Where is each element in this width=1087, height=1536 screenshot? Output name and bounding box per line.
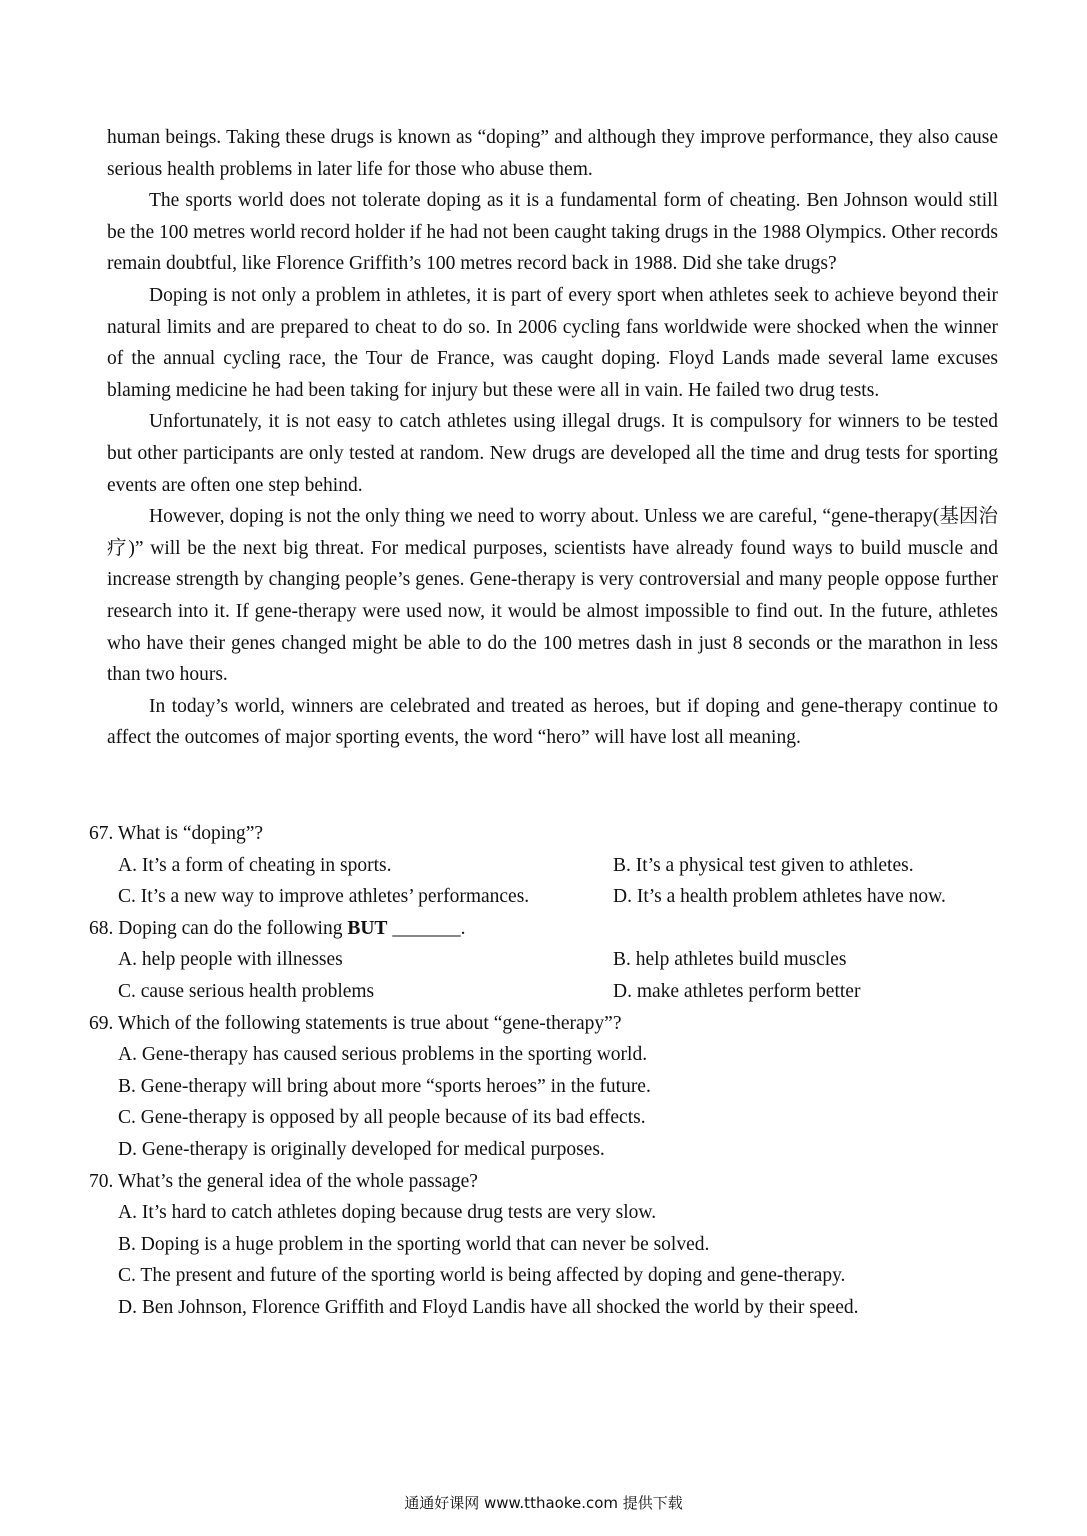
question-stem-text: 68. Doping can do the following	[89, 917, 348, 939]
passage-paragraph: Unfortunately, it is not easy to catch athletes using illegal drugs. It is compulsory for winners to be tested but other participants are only tested at random. New drugs are developed all the time and drug tests for sporting events are often one step behind.	[107, 411, 998, 496]
question-68	[89, 913, 999, 1008]
option-d: D. Ben Johnson, Florence Griffith and Floyd Landis have all shocked the world by their speed.	[118, 1296, 859, 1318]
question-stem: 67. What is “doping”?	[89, 823, 264, 844]
answer-options	[89, 850, 999, 913]
option-c: C. It’s a new way to improve athletes’ performances.	[118, 886, 530, 908]
question-stem: 70. What’s the general idea of the whole passage?	[89, 1170, 478, 1192]
passage-paragraph: The sports world does not tolerate doping as it is a fundamental form of cheating. Ben Johnson would still be the 100 metres world record holder if he had not been caught taking drugs in the 1988 Olympics. Other records remain doubtful, like Florence Griffith’s 100 metres record back in 1988. Did she take drugs?	[107, 190, 998, 275]
answer-options	[89, 1039, 999, 1165]
question-stem-blank: _______.	[387, 917, 466, 939]
option-a: A. Gene-therapy has caused serious problems in the sporting world.	[118, 1044, 648, 1066]
question-stem: 69. Which of the following statements is true about “gene-therapy”?	[89, 1012, 622, 1034]
option-c: C. cause serious health problems	[118, 980, 375, 1002]
question-69	[89, 1008, 999, 1166]
passage-paragraph: However, doping is not the only thing we need to worry about. Unless we are careful, “gene-therapy(基因治疗)” will be the next big threat. For medical purposes, scientists have already found ways to build muscle and increase strength by changing people’s genes. Gene-therapy is very controversial and many people oppose further research into it. If gene-therapy were used now, it would be almost impossible to find out. In the future, athletes who have their genes changed might be able to do the 100 metres dash in just 8 seconds or the marathon in less than two hours.	[107, 506, 998, 686]
option-a: A. help people with illnesses	[118, 949, 343, 971]
question-70	[89, 1166, 999, 1324]
option-a: A. It’s hard to catch athletes doping because drug tests are very slow.	[118, 1202, 657, 1224]
option-a: A. It’s a form of cheating in sports.	[118, 854, 392, 876]
question-section	[89, 818, 999, 1324]
answer-options	[89, 1197, 999, 1323]
page-footer: 通通好课网 www.tthaoke.com 提供下载	[404, 1494, 683, 1512]
option-b: B. Gene-therapy will bring about more “sports heroes” in the future.	[118, 1075, 651, 1097]
reading-passage	[107, 122, 998, 754]
question-67	[89, 818, 999, 913]
answer-options	[89, 944, 999, 1007]
option-c: C. Gene-therapy is opposed by all people because of its bad effects.	[118, 1107, 646, 1129]
option-d: D. It’s a health problem athletes have now.	[613, 886, 946, 908]
passage-paragraph: Doping is not only a problem in athletes, it is part of every sport when athletes seek to achieve beyond their natural limits and are prepared to cheat to do so. In 2006 cycling fans worldwide were shocked when the winner of the annual cycling race, the Tour de France, was caught doping. Floyd Lands made several lame excuses blaming medicine he had been taking for injury but these were all in vain. He failed two drug tests.	[107, 284, 998, 401]
passage-paragraph: In today’s world, winners are celebrated and treated as heroes, but if doping and gene-therapy continue to affect the outcomes of major sporting events, the word “hero” will have lost all meaning.	[107, 695, 998, 749]
option-b: B. help athletes build muscles	[613, 949, 847, 971]
option-d: D. Gene-therapy is originally developed for medical purposes.	[118, 1138, 605, 1160]
passage-paragraph: human beings. Taking these drugs is known as “doping” and although they improve performance, they also cause serious health problems in later life for those who abuse them.	[107, 127, 998, 180]
option-b: B. It’s a physical test given to athletes.	[613, 854, 914, 876]
question-stem-emphasis: BUT	[347, 917, 388, 939]
option-d: D. make athletes perform better	[613, 980, 861, 1002]
option-b: B. Doping is a huge problem in the sporting world that can never be solved.	[118, 1233, 710, 1255]
option-c: C. The present and future of the sporting world is being affected by doping and gene-therapy.	[118, 1265, 846, 1287]
question-stem	[89, 913, 999, 945]
